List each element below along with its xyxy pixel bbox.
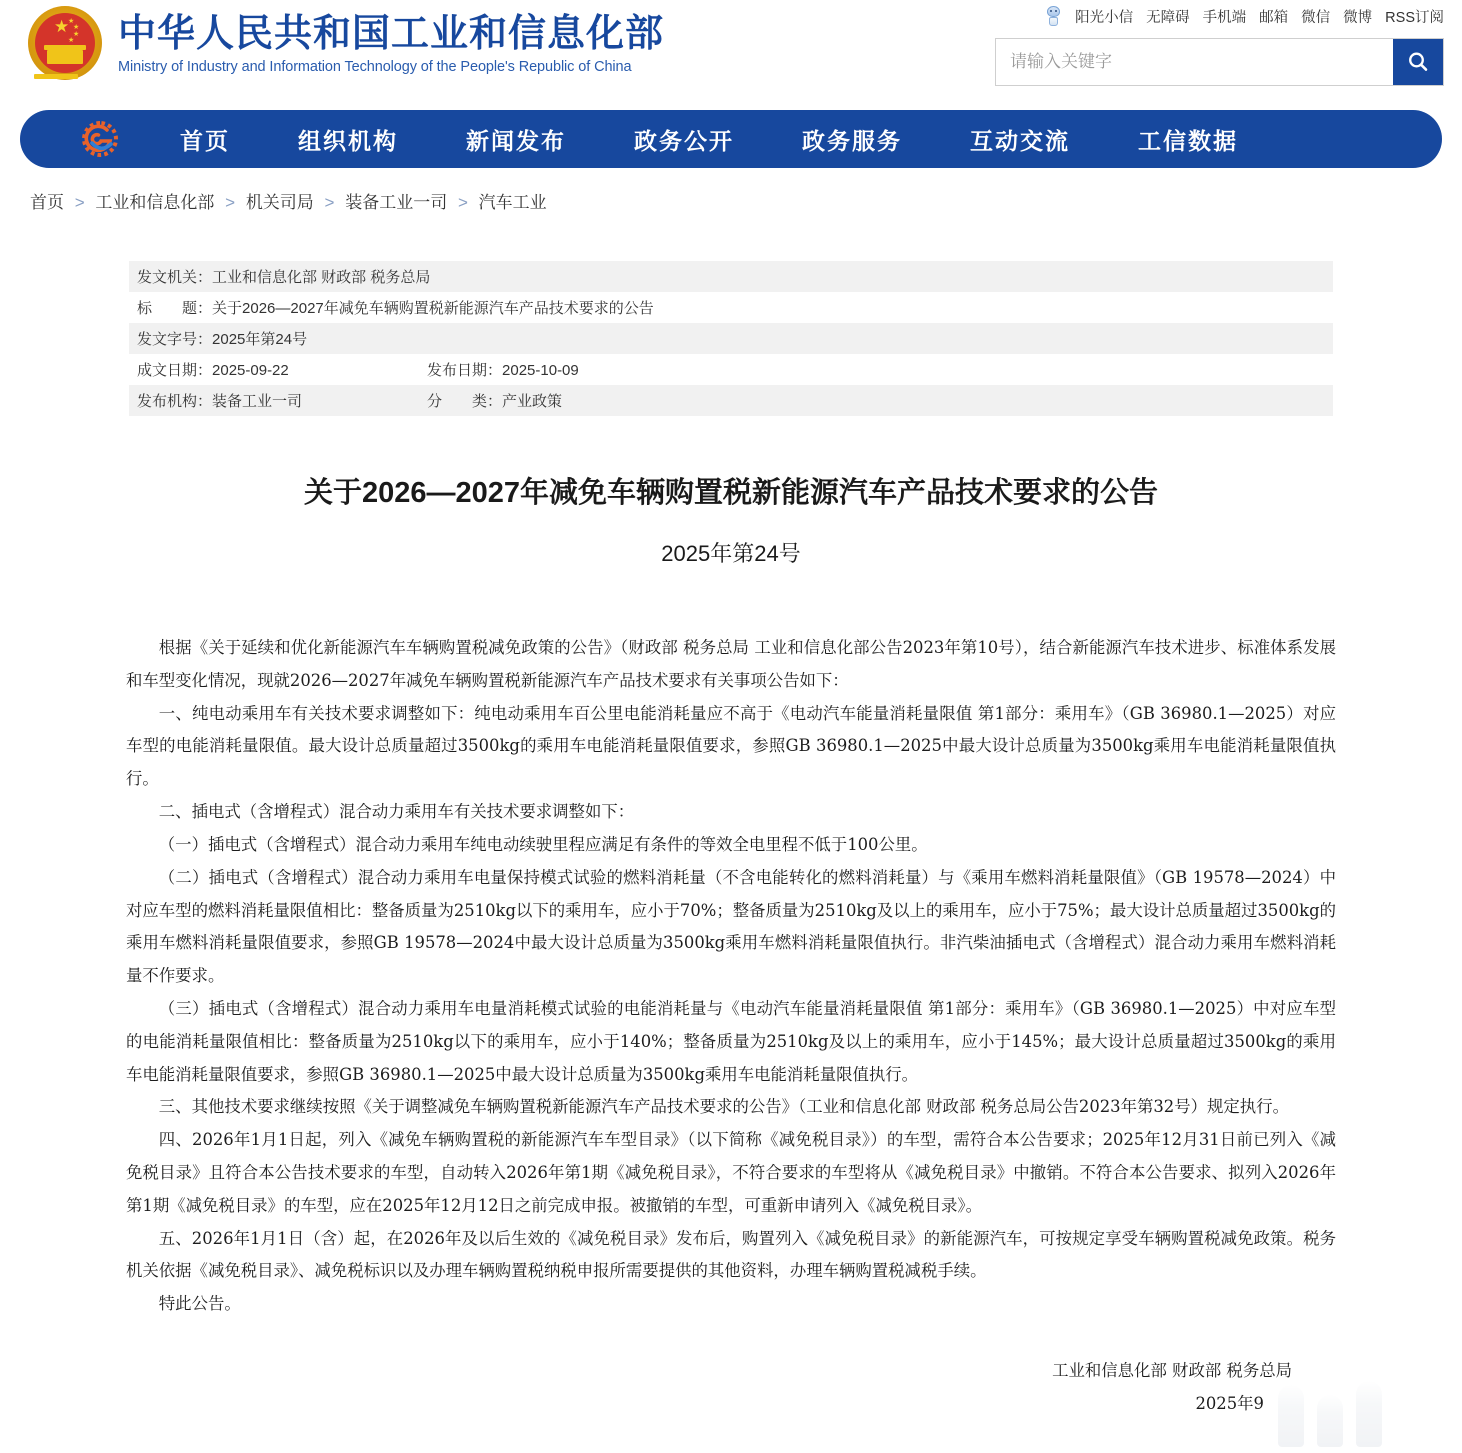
document-paragraph: 根据《关于延续和优化新能源汽车车辆购置税减免政策的公告》（财政部 税务总局 工业和信息化部公告2023年第10号），结合新能源汽车技术进步、标准体系发展和车型变化情况，现就2026—2027年减免车辆购置税新能源汽车产品技术要求有关事项公告如下： (126, 638, 1336, 690)
document-paragraph: 五、2026年1月1日（含）起，在2026年及以后生效的《减免税目录》发布后，购置列入《减免税目录》的新能源汽车，可按规定享受车辆购置税减免政策。税务机关依据《减免税目录》、减免税标识以及办理车辆购置税纳税申报所需要提供的其他资料，办理车辆购置税减税手续。 (126, 1228, 1336, 1281)
search-button[interactable] (1393, 39, 1443, 85)
breadcrumb-item-3[interactable]: 装备工业一司 (345, 193, 448, 212)
nav-item-gov-open[interactable]: 政务公开 (634, 127, 734, 154)
site-brand[interactable] (26, 4, 664, 82)
utility-link-5[interactable]: 微博 (1343, 10, 1373, 26)
document-title: 关于2026—2027年减免车辆购置税新能源汽车产品技术要求的公告 (303, 477, 1159, 509)
meta-label: 发文字号： (137, 331, 213, 348)
nav-item-news[interactable]: 新闻发布 (466, 127, 566, 154)
document-paragraph: 四、2026年1月1日起，列入《减免车辆购置税的新能源汽车车型目录》（以下简称《减免税目录》）的车型，需符合本公告要求；2025年12月31日前已列入《减免税目录》且符合本公告技术要求的车型，自动转入2026年第1期《减免税目录》，不符合要求的车型将从《减免税目录》中撤销。不符合本公告要求、拟列入2026年第1期《减免税目录》的车型，应在2025年12月12日之前完成申报。被撤销的车型，可重新申请列入《减免税目录》。 (126, 1130, 1336, 1215)
utility-link-0[interactable]: 阳光小信 (1075, 10, 1134, 26)
signature-date: 2025年9 (1195, 1393, 1264, 1413)
breadcrumb-item-0[interactable]: 首页 (30, 193, 64, 212)
document-body (126, 632, 1336, 1321)
meta-label: 发布日期： (427, 362, 503, 379)
document-signature-block (126, 1355, 1336, 1421)
utility-link-2[interactable]: 手机端 (1202, 10, 1247, 26)
document-number: 2025年第24号 (661, 541, 801, 566)
search-box (995, 38, 1444, 86)
meta-row (129, 354, 1333, 385)
meta-value: 装备工业一司 (212, 393, 303, 410)
meta-label: 发文机关： (137, 269, 213, 286)
national-emblem-icon: ★ ★ ★ ★ ★ (26, 4, 104, 82)
utility-link-6[interactable]: RSS订阅 (1385, 10, 1444, 26)
site-title-cn: 中华人民共和国工业和信息化部 (118, 13, 665, 56)
utility-links (1045, 6, 1444, 27)
search-icon (1406, 50, 1430, 74)
article-content (0, 261, 1462, 1451)
meta-cell (427, 390, 727, 411)
document-paragraph: 三、其他技术要求继续按照《关于调整减免车辆购置税新能源汽车产品技术要求的公告》（工业和信息化部 财政部 税务总局公告2023年第32号）规定执行。 (158, 1097, 1289, 1117)
meta-cell (137, 359, 427, 380)
breadcrumb (0, 168, 1462, 227)
document-paragraph: 一、纯电动乘用车有关技术要求调整如下：纯电动乘用车百公里电能消耗量应不高于《电动汽车能量消耗量限值 第1部分：乘用车》（GB 36980.1—2025）对应车型的电能消耗量限值。最大设计总质量超过3500kg的乘用车电能消耗量限值要求，参照GB 36980.1—2025中最大设计总质量为3500kg乘用车电能消耗量限值执行。 (126, 703, 1336, 789)
meta-cell (137, 266, 430, 287)
meta-value: 产业政策 (502, 393, 563, 410)
document-meta-table (129, 261, 1333, 416)
meta-cell (137, 297, 654, 318)
meta-value: 2025-09-22 (212, 362, 289, 379)
main-nav (20, 110, 1442, 168)
meta-value: 工业和信息化部 财政部 税务总局 (212, 269, 431, 286)
site-header (0, 0, 1462, 110)
meta-cell (137, 328, 307, 349)
meta-label: 标 题： (137, 300, 213, 317)
meta-value: 2025-10-09 (502, 362, 579, 379)
document-paragraph: （二）插电式（含增程式）混合动力乘用车电量保持模式试验的燃料消耗量（不含电能转化的燃料消耗量）与《乘用车燃料消耗量限值》（GB 19578—2024）中对应车型的燃料消耗量限值相比：整备质量为2510kg以下的乘用车，应小于70%；整备质量为2510kg及以上的乘用车，应小于75%；最大设计总质量超过3500kg的乘用车燃料消耗量限值要求，参照GB 19578—2024中最大设计总质量为3500kg乘用车燃料消耗量限值执行。非汽柴油插电式（含增程式）混合动力乘用车燃料消耗量不作要求。 (126, 867, 1336, 986)
document-paragraph: （一）插电式（含增程式）混合动力乘用车纯电动续驶里程应满足有条件的等效全电里程不低于100公里。 (158, 834, 928, 854)
meta-value: 2025年第24号 (212, 331, 308, 348)
meta-label: 成文日期： (137, 362, 213, 379)
meta-row (129, 323, 1333, 354)
meta-cell (137, 390, 427, 411)
site-title-en: Ministry of Industry and Information Technology of the People's Republic of China (118, 58, 632, 75)
utility-link-1[interactable]: 无障碍 (1146, 10, 1190, 26)
sunshine-mascot-icon (1045, 6, 1062, 27)
nav-item-gov-svc[interactable]: 政务服务 (802, 127, 902, 154)
utility-link-4[interactable]: 微信 (1301, 10, 1331, 26)
breadcrumb-separator: > (457, 193, 468, 212)
breadcrumb-separator: > (324, 193, 335, 212)
document-paragraph: 特此公告。 (158, 1294, 241, 1314)
nav-item-interact[interactable]: 互动交流 (970, 127, 1070, 154)
breadcrumb-separator: > (74, 193, 85, 212)
breadcrumb-item-2[interactable]: 机关司局 (245, 193, 314, 212)
meta-row (129, 385, 1333, 416)
document-paragraph: （三）插电式（含增程式）混合动力乘用车电量消耗模式试验的电能消耗量与《电动汽车能量消耗量限值 第1部分：乘用车》（GB 36980.1—2025）中对应车型的电能消耗量限值相比：整备质量为2510kg以下的乘用车，应小于140%；整备质量为2510kg及以上的乘用车，应小于145%；最大设计总质量超过3500kg的乘用车电能消耗量限值要求，参照GB 36980.1—2025中最大设计总质量为3500kg乘用车电能消耗量限值执行。 (126, 998, 1336, 1084)
meta-row (129, 292, 1333, 323)
meta-cell (427, 359, 727, 380)
search-input[interactable] (996, 39, 1393, 85)
meta-label: 发布机构： (137, 393, 213, 410)
nav-item-org[interactable]: 组织机构 (298, 127, 398, 154)
signature-agencies: 工业和信息化部 财政部 税务总局 (1052, 1361, 1292, 1381)
meta-value: 关于2026—2027年减免车辆购置税新能源汽车产品技术要求的公告 (212, 300, 654, 317)
main-nav-wrapper (0, 110, 1462, 168)
nav-item-home[interactable]: 首页 (180, 127, 230, 154)
miit-gear-logo-icon[interactable] (80, 119, 120, 159)
breadcrumb-item-1[interactable]: 工业和信息化部 (95, 193, 215, 212)
meta-label: 分 类： (427, 393, 503, 410)
meta-row (129, 261, 1333, 292)
breadcrumb-separator: > (225, 193, 236, 212)
breadcrumb-item-4[interactable]: 汽车工业 (478, 193, 547, 212)
document-paragraph: 二、插电式（含增程式）混合动力乘用车有关技术要求调整如下： (158, 802, 635, 822)
nav-item-data[interactable]: 工信数据 (1138, 127, 1238, 154)
utility-link-3[interactable]: 邮箱 (1259, 10, 1289, 26)
